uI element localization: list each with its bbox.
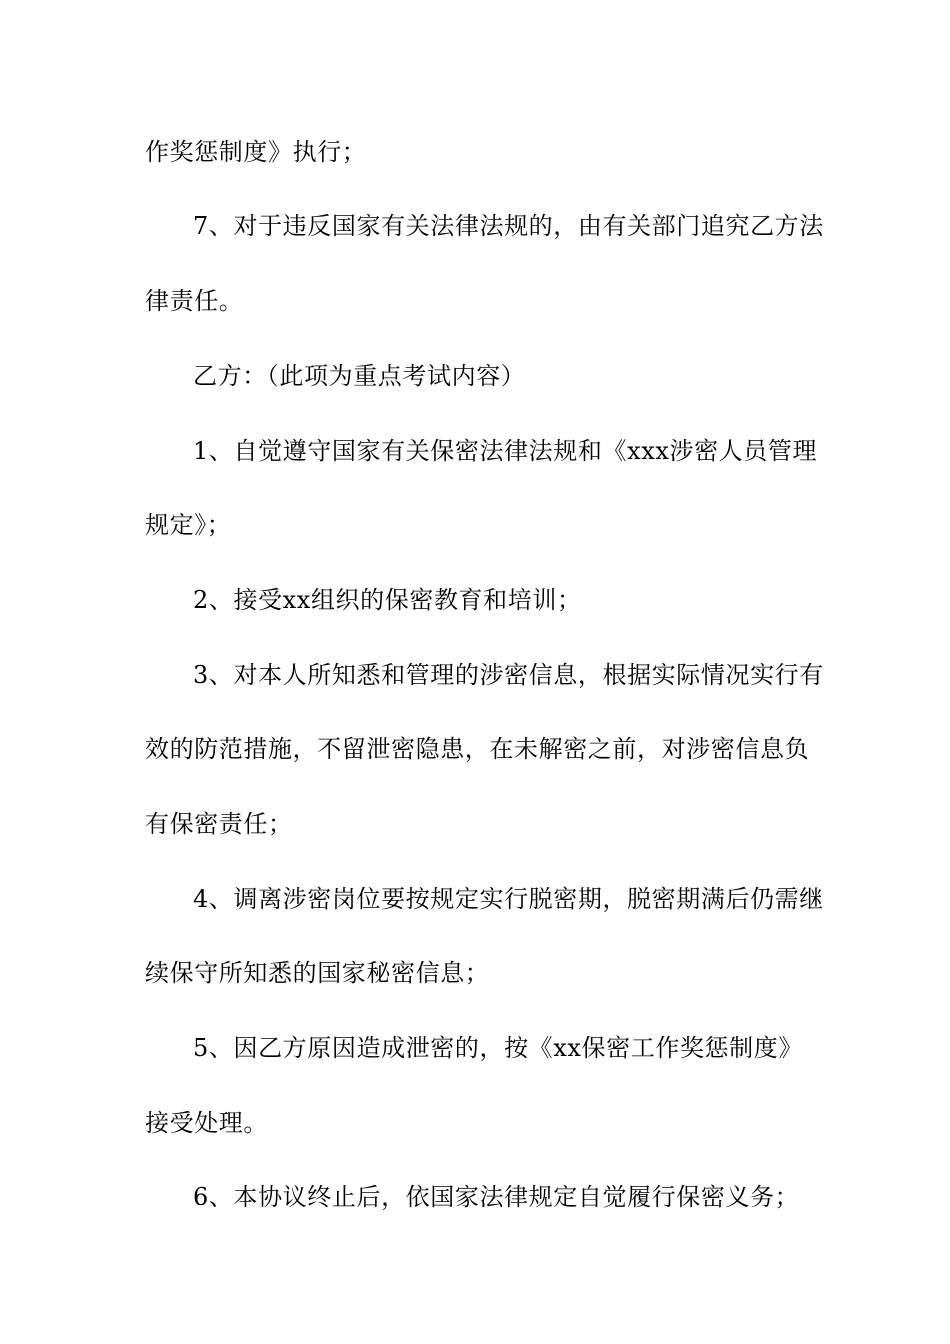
- clause-7-line-2: 律责任。: [145, 287, 244, 315]
- text-line: 作奖惩制度》执行；: [145, 138, 367, 166]
- clause-4-line-1: 4、调离涉密岗位要按规定实行脱密期，脱密期满后仍需继: [193, 885, 824, 913]
- party-b-heading: 乙方：（此项为重点考试内容）: [193, 362, 526, 390]
- clause-7-line-1: 7、对于违反国家有关法律法规的，由有关部门追究乙方法: [193, 212, 824, 240]
- clause-6-line-1: 6、本协议终止后，依国家法律规定自觉履行保密义务；: [193, 1183, 800, 1211]
- clause-2-line-1: 2、接受xx组织的保密教育和培训；: [193, 586, 582, 614]
- clause-1-line-2: 规定》；: [145, 511, 232, 539]
- clause-3-line-1: 3、对本人所知悉和管理的涉密信息，根据实际情况实行有: [193, 661, 824, 689]
- clause-1-line-1: 1、自觉遵守国家有关保密法律法规和《xxx涉密人员管理: [193, 437, 818, 465]
- clause-5-line-1: 5、因乙方原因造成泄密的，按《xx保密工作奖惩制度》: [193, 1034, 803, 1062]
- clause-3-line-2: 效的防范措施，不留泄密隐患，在未解密之前，对涉密信息负: [145, 735, 810, 763]
- clause-4-line-2: 续保守所知悉的国家秘密信息；: [145, 959, 490, 987]
- clause-5-line-2: 接受处理。: [145, 1109, 268, 1137]
- clause-3-line-3: 有保密责任；: [145, 810, 293, 838]
